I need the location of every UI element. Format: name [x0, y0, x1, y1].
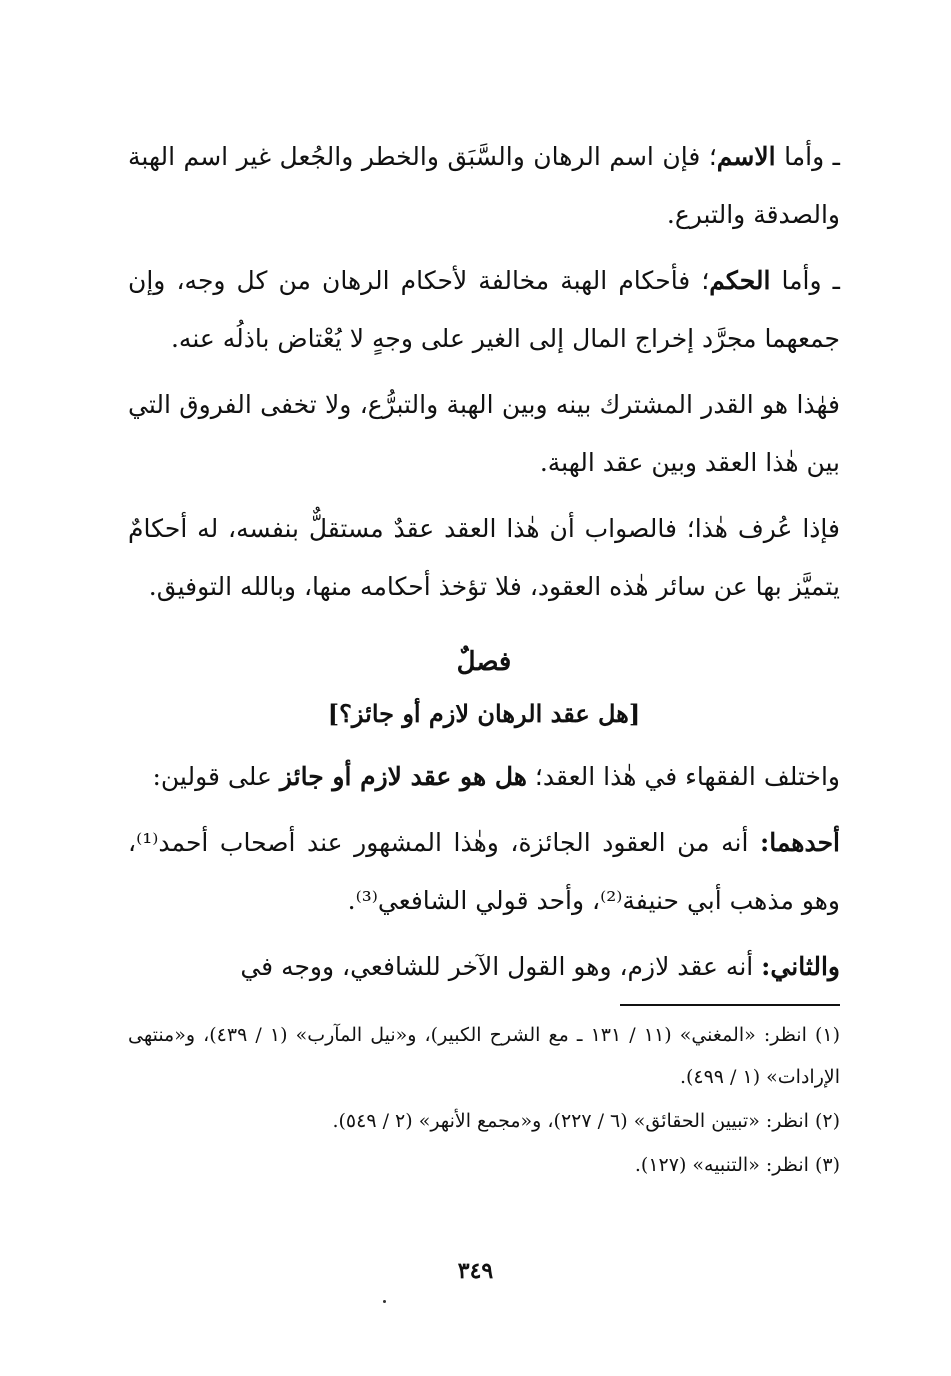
paragraph-ruling [128, 252, 840, 368]
page-number: ٣٤٩ [457, 1258, 494, 1284]
paragraph-keyword: أحدهما: [759, 828, 840, 857]
paragraph-prefix: ـ وأما [770, 266, 840, 295]
paragraph-disagreement [128, 748, 840, 806]
paragraph-name [128, 128, 840, 244]
paragraph-prefix: واختلف الفقهاء في هٰذا العقد؛ [526, 762, 840, 791]
section-subtitle: [هل عقد الرهان لازم أو جائز؟] [327, 699, 641, 728]
paragraph-keyword: الاسم [716, 142, 776, 171]
paragraph-keyword: والثاني: [761, 952, 840, 981]
paragraph-text: ؛ فأحكام الهبة مخالفة لأحكام الرهان من كل وجه، وإن جمعهما مجرَّد إخراج المال إلى الغير على وجهٍ لا يُعْتاض باذلُه عنه. [128, 266, 840, 353]
paragraph-first-opinion [128, 814, 840, 930]
footnote-3: (٣) انظر: «التنبيه» (١٢٧). [634, 1154, 840, 1176]
footnote-1: (١) انظر: «المغني» (١١ / ١٣١ ـ مع الشرح الكبير)، و«نيل المآرب» (١ / ٤٣٩)، و«منتهى الإرادات» (١ / ٤٩٩). [128, 1024, 841, 1088]
paragraph-conclusion: فإذا عُرف هٰذا؛ فالصواب أن هٰذا العقد عقدٌ مستقلٌّ بنفسه، له أحكامٌ يتميَّز بها عن سائر هٰذه العقود، فلا تؤخذ أحكامه منها، وبالله التوفيق. [128, 514, 840, 601]
page-body [128, 128, 840, 1188]
paragraph-text: على قولين: [152, 762, 280, 791]
paragraph-text: ؛ فإن اسم الرهان والسَّبَق والخطر والجُعل غير اسم الهبة والصدقة والتبرع. [128, 142, 840, 229]
footnote-2: (٢) انظر: «تبيين الحقائق» (٦ / ٢٢٧)، و«مجمع الأنهر» (٢ / ٥٤٩). [332, 1110, 840, 1132]
paragraph-prefix: ـ وأما [775, 142, 840, 171]
footnote-divider [620, 1004, 840, 1006]
print-speck [383, 1300, 386, 1303]
paragraph-keyword: هل هو عقد لازم أو جائز [279, 762, 527, 791]
paragraph-keyword: الحكم [709, 266, 771, 295]
section-title: فصلٌ [456, 647, 512, 677]
paragraph-text: أنه عقد لازم، وهو القول الآخر للشافعي، ووجه في [240, 952, 762, 981]
paragraph-second-opinion [128, 938, 840, 996]
paragraph-common-measure: فهٰذا هو القدر المشترك بينه وبين الهبة والتبرُّع، ولا تخفى الفروق التي بين هٰذا العقد وبين عقد الهبة. [128, 390, 840, 477]
paragraph-text: أنه من العقود الجائزة، وهٰذا المشهور عند أصحاب أحمد⁽¹⁾، وهو مذهب أبي حنيفة⁽²⁾، وأحد قولي الشافعي⁽³⁾. [128, 828, 840, 915]
